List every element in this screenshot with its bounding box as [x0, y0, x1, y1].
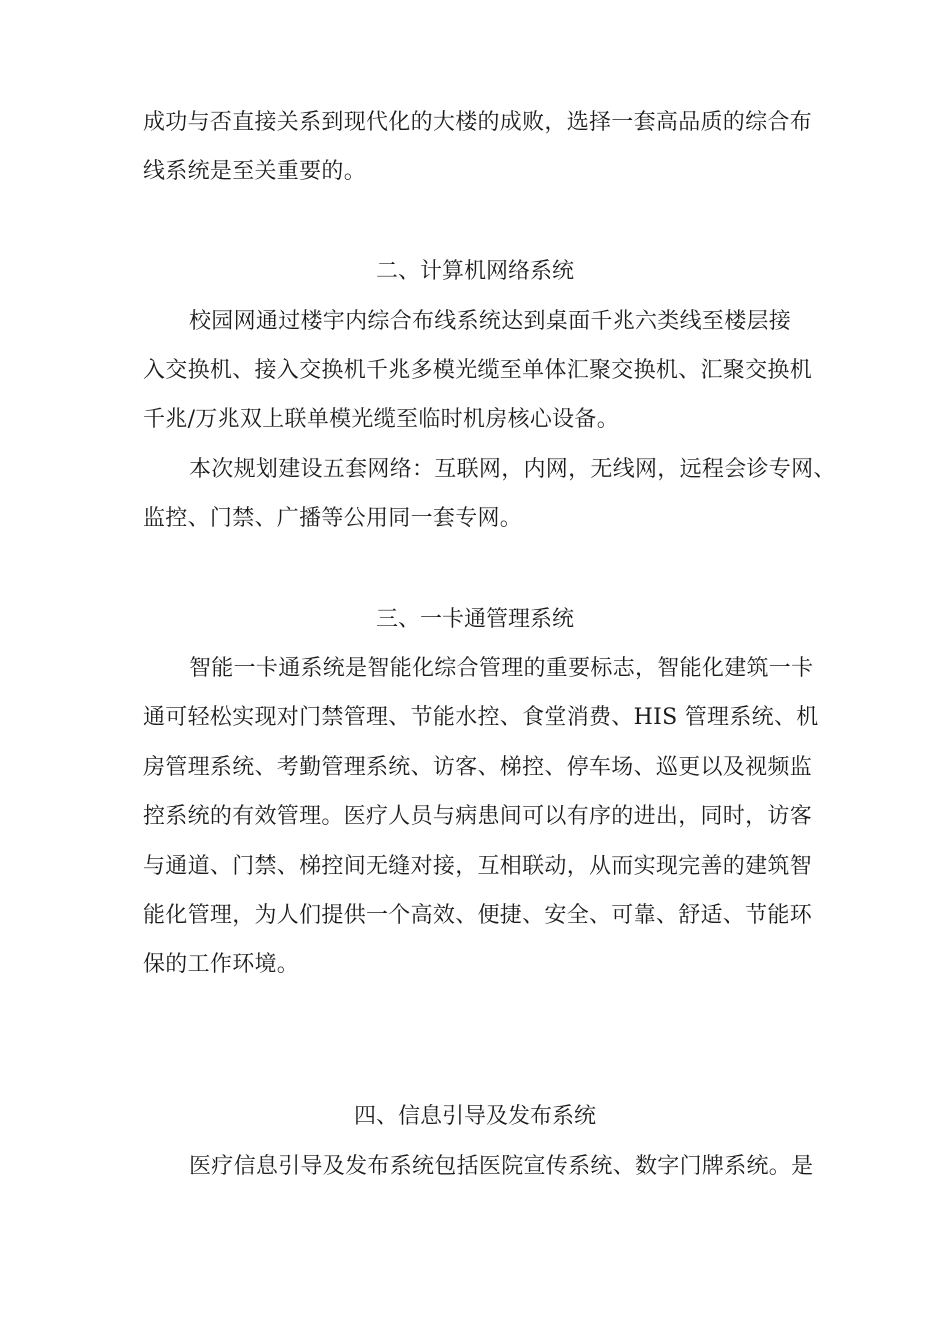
intro-line-2: 线系统是至关重要的。 [143, 159, 367, 184]
network-para2-line-2: 监控、门禁、广播等公用同一套专网。 [143, 506, 523, 531]
network-para1-line-2: 入交换机、接入交换机千兆多模光缆至单体汇聚交换机、汇聚交换机 [143, 358, 813, 383]
network-para1-line-3: 千兆/万兆双上联单模光缆至临时机房核心设备。 [143, 407, 620, 432]
network-para2-line-1: 本次规划建设五套网络：互联网，内网，无线网，远程会诊专网、 [189, 457, 836, 482]
card-para-line-1: 智能一卡通系统是智能化综合管理的重要标志，智能化建筑一卡 [189, 656, 814, 681]
card-para-line-2: 通可轻松实现对门禁管理、节能水控、食堂消费、HIS 管理系统、机 [143, 705, 819, 730]
card-para-line-5: 与通道、门禁、梯控间无缝对接，互相联动，从而实现完善的建筑智 [143, 854, 813, 879]
section-heading-network: 二、计算机网络系统 [375, 259, 574, 284]
card-para-line-4: 控系统的有效管理。医疗人员与病患间可以有序的进出，同时，访客 [143, 804, 813, 829]
section-heading-card: 三、一卡通管理系统 [375, 607, 574, 632]
network-para1-line-1: 校园网通过楼宇内综合布线系统达到桌面千兆六类线至楼层接 [189, 309, 792, 334]
card-para-line-7: 保的工作环境。 [143, 952, 300, 977]
card-para-line-3: 房管理系统、考勤管理系统、访客、梯控、停车场、巡更以及视频监 [143, 755, 813, 780]
intro-line-1: 成功与否直接关系到现代化的大楼的成败，选择一套高品质的综合布 [143, 110, 813, 135]
info-para-line-1: 医疗信息引导及发布系统包括医院宣传系统、数字门牌系统。是 [189, 1154, 814, 1179]
card-para-line-6: 能化管理，为人们提供一个高效、便捷、安全、可靠、舒适、节能环 [143, 903, 813, 928]
section-heading-info: 四、信息引导及发布系统 [353, 1104, 596, 1129]
